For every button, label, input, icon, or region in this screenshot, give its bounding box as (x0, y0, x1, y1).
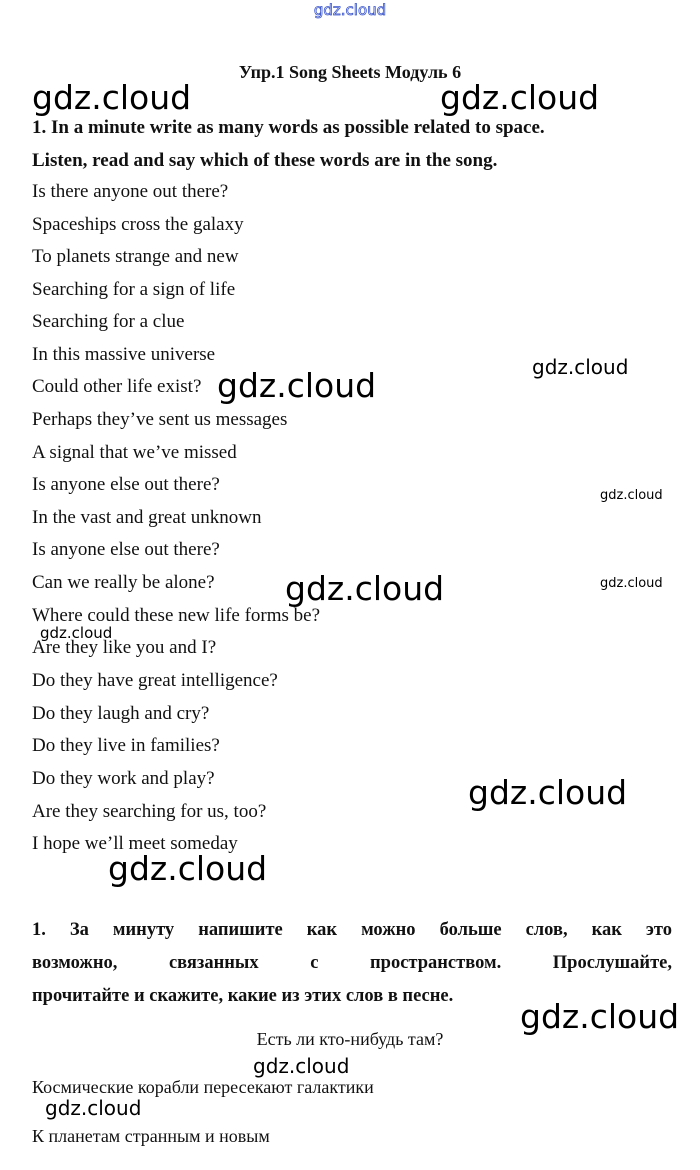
song-line: Is anyone else out there? (32, 474, 220, 495)
song-line: Can we really be alone? (32, 572, 215, 593)
task-ru-line-3: прочитайте и скажите, какие из этих слов в песне. (32, 986, 454, 1006)
song-line: Do they work and play? (32, 768, 215, 789)
song-line: Is there anyone out there? (32, 181, 229, 202)
watermark: gdz.cloud (40, 624, 113, 642)
translation-line: Космические корабли пересекают галактики (32, 1077, 374, 1097)
song-line: I hope we’ll meet someday (32, 833, 238, 854)
watermark: gdz.cloud (108, 849, 268, 888)
song-line: Do they live in families? (32, 735, 220, 756)
site-watermark-top: gdz.cloud (313, 1, 387, 19)
translation-line: К планетам странным и новым (32, 1126, 270, 1146)
task-ru-line-1: 1. За минуту напишите как можно больше слов, как это (32, 920, 672, 940)
watermark: gdz.cloud (253, 1054, 350, 1078)
watermark: gdz.cloud (285, 569, 445, 608)
task-en-line-1: 1. In a minute write as many words as possible related to space. (32, 117, 545, 138)
song-line: Searching for a clue (32, 311, 185, 332)
watermark: gdz.cloud (440, 78, 600, 117)
watermark: gdz.cloud (32, 78, 192, 117)
translation-centered-line: Есть ли кто-нибудь там? (256, 1029, 444, 1049)
song-line: In the vast and great unknown (32, 507, 262, 528)
page-title: Упр.1 Song Sheets Модуль 6 (238, 62, 462, 82)
watermark: gdz.cloud (600, 488, 663, 503)
task-en-line-2: Listen, read and say which of these words are in the song. (32, 150, 498, 171)
task-ru-line-2: возможно, связанных с пространством. Прослушайте, (32, 953, 672, 973)
watermark: gdz.cloud (468, 773, 628, 812)
watermark: gdz.cloud (45, 1096, 142, 1120)
watermark: gdz.cloud (520, 997, 680, 1036)
song-line: Do they have great intelligence? (32, 670, 278, 691)
watermark: gdz.cloud (600, 576, 663, 591)
song-line: Searching for a sign of life (32, 279, 236, 300)
song-line: Where could these new life forms be? (32, 605, 321, 626)
song-line: Are they like you and I? (32, 637, 217, 658)
song-line: To planets strange and new (32, 246, 239, 267)
song-line: Do they laugh and cry? (32, 703, 210, 724)
song-line: Could other life exist? (32, 376, 202, 397)
song-line: Are they searching for us, too? (32, 801, 267, 822)
song-line: A signal that we’ve missed (32, 442, 237, 463)
song-line: In this massive universe (32, 344, 216, 365)
watermark: gdz.cloud (217, 366, 377, 405)
song-line: Is anyone else out there? (32, 539, 220, 560)
song-line: Spaceships cross the galaxy (32, 214, 244, 235)
watermark: gdz.cloud (532, 355, 629, 379)
song-line: Perhaps they’ve sent us messages (32, 409, 288, 430)
